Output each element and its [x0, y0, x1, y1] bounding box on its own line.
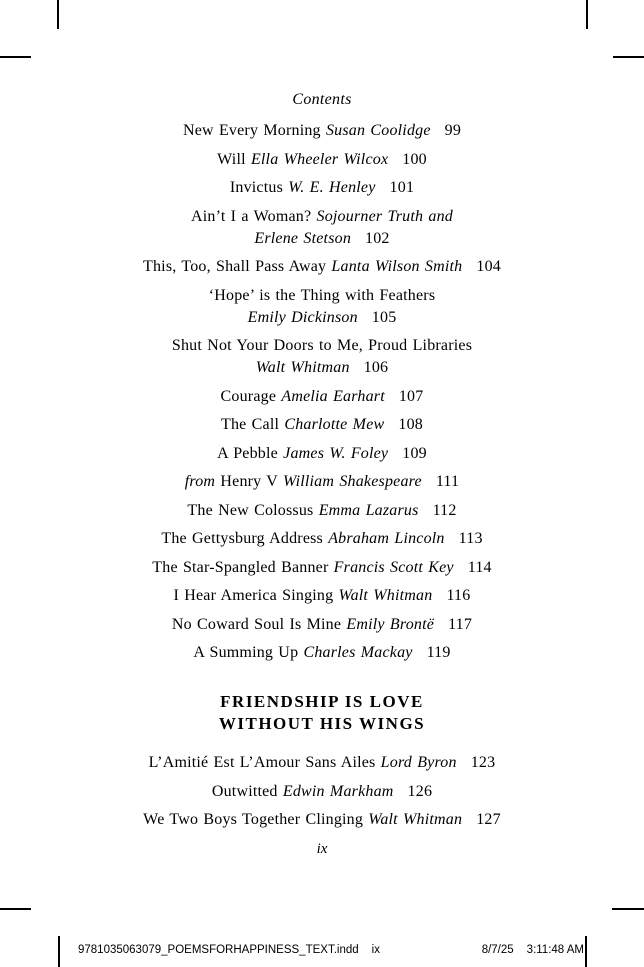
toc-entry [62, 335, 582, 379]
toc-entry [62, 614, 582, 636]
entry-author-text: James W. Foley [283, 444, 389, 462]
entry-page-number: 101 [389, 179, 415, 196]
toc-entry-line [62, 256, 582, 278]
section-heading-line: WITHOUT HIS WINGS [218, 714, 426, 733]
toc-entry-line [62, 120, 582, 142]
entry-page-number: 113 [458, 530, 483, 547]
toc-entry [62, 177, 582, 199]
entry-author-text: Sojourner Truth and [316, 207, 453, 225]
entry-page-number: 106 [363, 359, 389, 376]
entry-title-text: ‘Hope’ is the Thing with Feathers [208, 286, 436, 304]
entry-page-number: 119 [426, 644, 451, 661]
entry-title-text: New Every Morning [182, 122, 326, 139]
crop-mark-top-right-horizontal [613, 56, 644, 58]
toc-entry-line [62, 809, 582, 831]
crop-mark-bottom-left-vertical [58, 936, 60, 967]
entry-title-text: The Call [221, 416, 285, 433]
slug-right-group [482, 943, 584, 958]
entry-title-text: Invictus [229, 179, 289, 196]
entry-page-number: 117 [448, 615, 473, 633]
section-heading [62, 691, 582, 735]
toc-entry [62, 386, 582, 408]
toc-entry [62, 557, 582, 579]
entry-page-number: 111 [435, 473, 460, 490]
entry-author-text: Susan Coolidge [325, 122, 431, 139]
toc-entry-line [62, 335, 582, 357]
print-slug-footer [78, 943, 584, 958]
section-heading-line: FRIENDSHIP IS LOVE [220, 692, 424, 711]
toc-entry [62, 642, 582, 664]
toc-entry-line [62, 443, 582, 465]
toc-entry [62, 809, 582, 831]
toc-entry-line [62, 386, 582, 408]
entry-page-number: 126 [407, 782, 433, 800]
toc-entry-line [62, 206, 582, 228]
crop-mark-bottom-right-vertical [585, 936, 587, 967]
entry-title-text: L’Amitié Est L’Amour Sans Ailes [148, 754, 381, 771]
entry-author-text: Ella Wheeler Wilcox [250, 150, 389, 168]
entry-author-text: Emily Dickinson [247, 308, 358, 326]
slug-time: 3:11:48 AM [526, 944, 584, 956]
entry-author-text: William Shakespeare [282, 473, 422, 490]
toc-entry-line [62, 752, 582, 774]
slug-date: 8/7/25 [481, 944, 514, 956]
entry-page-number: 127 [476, 811, 501, 828]
entry-author-text: Walt Whitman [338, 587, 433, 604]
entry-title-text: This, Too, Shall Pass Away [143, 258, 332, 275]
entry-page-number: 114 [467, 558, 492, 576]
crop-mark-top-left-horizontal [0, 56, 31, 58]
toc-entry-line [62, 414, 582, 436]
entry-author-text: Lord Byron [380, 754, 457, 771]
toc-entry [62, 414, 582, 436]
toc-entry [62, 585, 582, 607]
entry-author-text: Amelia Earhart [281, 387, 385, 405]
crop-mark-top-right-vertical [586, 0, 588, 29]
entry-author-text: Edwin Markham [282, 782, 394, 800]
slug-left-group [78, 943, 380, 958]
toc-entry [62, 528, 582, 550]
entry-title-text: Outwitted [211, 782, 283, 800]
entry-title-text: A Summing Up [193, 644, 304, 661]
entry-page-number: 99 [444, 122, 462, 139]
entry-author-text: Lanta Wilson Smith [331, 258, 463, 275]
entry-page-number: 123 [470, 754, 496, 771]
toc-entry-line [62, 285, 582, 307]
entry-title-text: The Gettysburg Address [161, 530, 329, 547]
toc-entry [62, 285, 582, 329]
entry-author-text: W. E. Henley [288, 179, 376, 196]
entry-author-text: Emma Lazarus [318, 501, 419, 519]
entry-author-text: Charles Mackay [303, 644, 413, 661]
toc-entry [62, 120, 582, 142]
crop-mark-bottom-left-horizontal [0, 908, 31, 910]
toc-entry [62, 149, 582, 171]
toc-entry-line [62, 528, 582, 550]
toc-entry [62, 256, 582, 278]
entry-title-text: No Coward Soul Is Mine [171, 615, 347, 633]
toc-entry-line [62, 500, 582, 522]
toc-entry-line [62, 471, 582, 493]
toc-entry-line [62, 557, 582, 579]
entry-page-number: 100 [402, 150, 427, 168]
toc-entry-line [62, 149, 582, 171]
entry-page-number: 109 [402, 444, 427, 462]
toc-entry-line [62, 307, 582, 329]
entry-title-text: Shut Not Your Doors to Me, Proud Libraries [171, 337, 473, 354]
entry-author-text: Abraham Lincoln [328, 530, 445, 547]
entry-page-number: 104 [476, 258, 501, 275]
entry-author-text: Walt Whitman [255, 359, 350, 376]
contents-heading: Contents [292, 91, 352, 108]
entry-author-text: Francis Scott Key [333, 558, 454, 576]
toc-entry [62, 500, 582, 522]
slug-folio: ix [371, 944, 380, 956]
toc-entry [62, 752, 582, 774]
toc-page-content [62, 89, 582, 860]
entry-title-text: I Hear America Singing [173, 587, 339, 604]
entry-title-text: Henry V [220, 473, 283, 490]
entry-author-text: Walt Whitman [368, 811, 463, 828]
toc-entry [62, 781, 582, 803]
page-folio: ix [316, 840, 328, 857]
table-of-contents [62, 120, 582, 831]
toc-entry-line [62, 228, 582, 250]
toc-entry-line [62, 781, 582, 803]
entry-title-text: A Pebble [217, 444, 284, 462]
entry-title-text: Will [217, 150, 251, 168]
entry-author-text: Charlotte Mew [284, 416, 385, 433]
entry-title-text: The New Colossus [187, 501, 319, 519]
crop-mark-bottom-right-horizontal [612, 908, 644, 910]
entry-author-text: Erlene Stetson [254, 229, 352, 247]
entry-title-text: Courage [220, 387, 282, 405]
entry-page-number: 108 [398, 416, 423, 433]
entry-title-text: The Star-Spangled Banner [152, 558, 334, 576]
toc-entry-line [62, 585, 582, 607]
toc-entry-line [62, 357, 582, 379]
toc-entry [62, 443, 582, 465]
entry-title-text: from [184, 473, 221, 490]
entry-title-text: We Two Boys Together Clinging [143, 811, 369, 828]
entry-page-number: 102 [365, 229, 390, 247]
toc-entry-line [62, 177, 582, 199]
entry-title-text: Ain’t I a Woman? [191, 207, 317, 225]
toc-entry-line [62, 614, 582, 636]
slug-filename: 9781035063079_POEMSFORHAPPINESS_TEXT.indd [78, 944, 359, 956]
entry-page-number: 112 [432, 501, 457, 519]
entry-author-text: Emily Brontë [346, 615, 435, 633]
toc-entry [62, 471, 582, 493]
entry-page-number: 116 [446, 587, 471, 604]
entry-page-number: 107 [398, 387, 424, 405]
crop-mark-top-left-vertical [57, 0, 59, 29]
toc-entry [62, 206, 582, 250]
toc-entry-line [62, 642, 582, 664]
entry-page-number: 105 [371, 308, 397, 326]
